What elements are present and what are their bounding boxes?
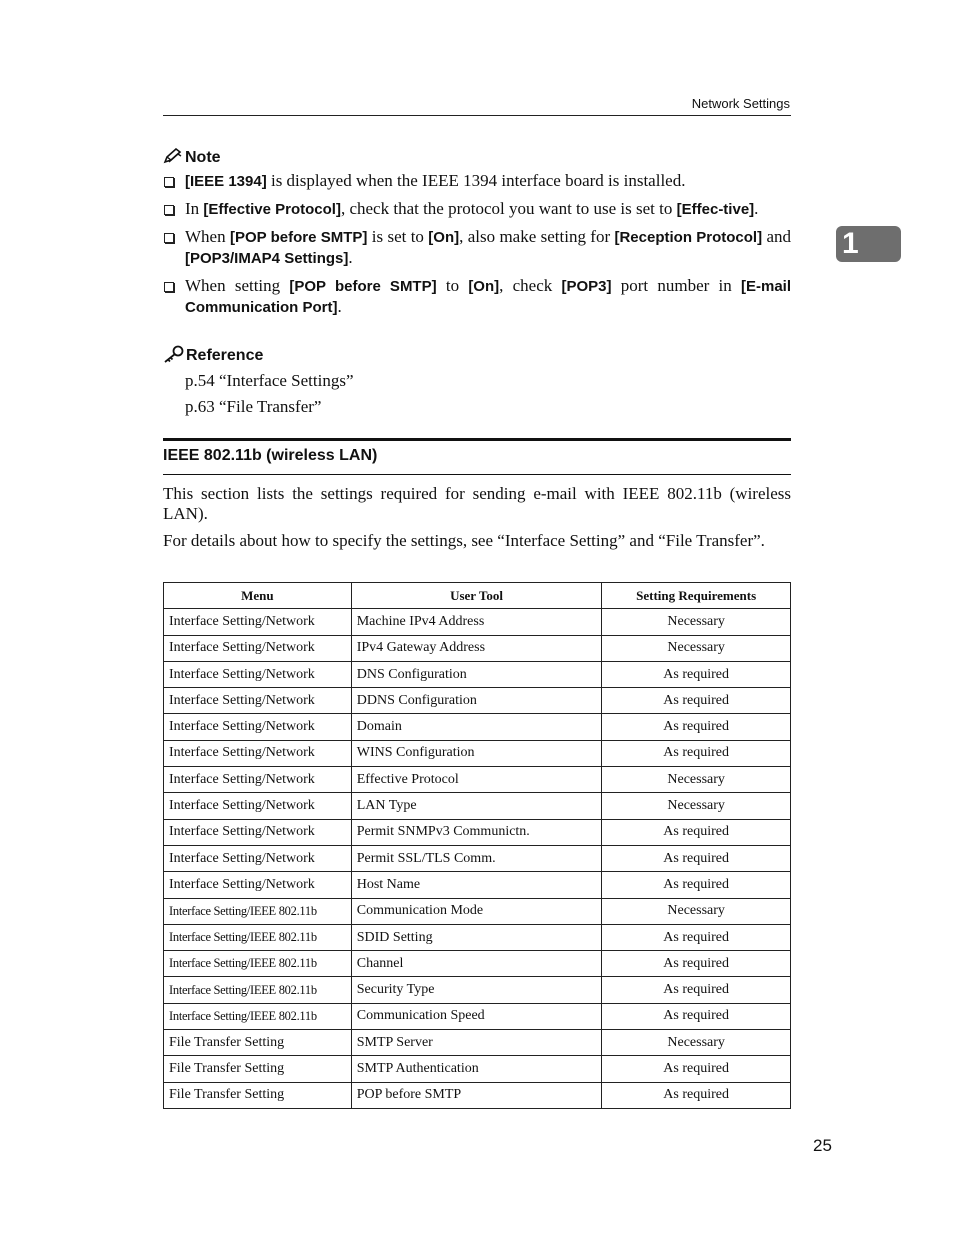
cell-menu: Interface Setting/Network [164, 635, 352, 661]
reference-link[interactable]: p.54 “Interface Settings” [185, 371, 354, 390]
cell-setting-requirement: As required [602, 1056, 791, 1082]
table-row [164, 1082, 791, 1108]
cell-menu: Interface Setting/IEEE 802.11b [164, 977, 352, 1003]
ui-key-label: [IEEE 1394] [185, 173, 267, 190]
cell-menu: Interface Setting/Network [164, 609, 352, 635]
ui-key-label: [POP before SMTP] [289, 278, 437, 295]
cell-menu: Interface Setting/IEEE 802.11b [164, 924, 352, 950]
running-header: Network Settings [691, 96, 790, 111]
table-row [164, 661, 791, 687]
column-header-menu: Menu [164, 583, 352, 609]
table-row [164, 1003, 791, 1029]
ui-key-label: [POP3] [561, 278, 612, 295]
note-text: When setting [185, 276, 290, 295]
cell-menu: Interface Setting/Network [164, 793, 352, 819]
cell-user-tool: SDID Setting [351, 924, 602, 950]
cell-setting-requirement: As required [602, 924, 791, 950]
cell-setting-requirement: As required [602, 1003, 791, 1029]
settings-table [163, 582, 791, 1109]
cell-setting-requirement: As required [602, 845, 791, 871]
section-paragraph: This section lists the settings required for sending e-mail with IEEE 802.11b (wireless LAN). [163, 484, 791, 523]
cell-setting-requirement: Necessary [602, 767, 791, 793]
note-text: . [348, 248, 353, 267]
table-row [164, 845, 791, 871]
cell-user-tool: DDNS Configuration [351, 688, 602, 714]
page-number: 25 [813, 1136, 832, 1155]
cell-menu: Interface Setting/IEEE 802.11b [164, 898, 352, 924]
column-header-user-tool: User Tool [351, 583, 602, 609]
cell-user-tool: Permit SNMPv3 Communictn. [351, 819, 602, 845]
cell-user-tool: Security Type [351, 977, 602, 1003]
note-text: , check [499, 276, 562, 295]
ui-key-label: [Effective Protocol] [203, 201, 341, 218]
cell-setting-requirement: As required [602, 951, 791, 977]
checkbox-bullet-icon [164, 205, 174, 215]
note-text: . [337, 297, 342, 316]
ui-key-label: [Effec-tive] [676, 201, 755, 218]
table-body [164, 609, 791, 1109]
cell-setting-requirement: As required [602, 819, 791, 845]
table-row [164, 951, 791, 977]
ui-key-label: [POP3/IMAP4 Settings] [185, 250, 349, 267]
table-row [164, 898, 791, 924]
section-rule-top [163, 438, 791, 441]
chapter-tab: 1 [836, 226, 901, 262]
note-item [163, 199, 791, 220]
note-text: , also make setting for [459, 227, 615, 246]
section-title: IEEE 802.11b (wireless LAN) [163, 447, 378, 464]
cell-user-tool: POP before SMTP [351, 1082, 602, 1108]
cell-menu: Interface Setting/Network [164, 661, 352, 687]
cell-setting-requirement: As required [602, 661, 791, 687]
reference-heading [163, 345, 263, 365]
note-list [163, 171, 791, 325]
section-paragraph: For details about how to specify the settings, see “Interface Setting” and “File Transfer”. [163, 531, 765, 550]
cell-user-tool: Communication Mode [351, 898, 602, 924]
cell-setting-requirement: As required [602, 714, 791, 740]
ui-key-label: [POP before SMTP] [229, 229, 368, 246]
cell-setting-requirement: As required [602, 872, 791, 898]
cell-setting-requirement: Necessary [602, 635, 791, 661]
note-item [163, 276, 791, 318]
note-heading-label: Note [185, 149, 221, 166]
cell-user-tool: LAN Type [351, 793, 602, 819]
table-row [164, 1056, 791, 1082]
table-row [164, 609, 791, 635]
note-text: , check that the protocol you want to use is set to [340, 199, 677, 218]
note-text: In [185, 199, 204, 218]
table-row [164, 1030, 791, 1056]
cell-user-tool: SMTP Authentication [351, 1056, 602, 1082]
note-item [163, 171, 791, 192]
cell-menu: Interface Setting/Network [164, 767, 352, 793]
cell-setting-requirement: Necessary [602, 1030, 791, 1056]
cell-menu: Interface Setting/Network [164, 688, 352, 714]
checkbox-bullet-icon [164, 282, 174, 292]
reference-link[interactable]: p.63 “File Transfer” [185, 397, 322, 416]
cell-setting-requirement: As required [602, 1082, 791, 1108]
table-row [164, 793, 791, 819]
note-text: is displayed when the IEEE 1394 interface board is installed. [266, 171, 686, 190]
table-row [164, 688, 791, 714]
note-text: is set to [367, 227, 429, 246]
note-text: port number in [611, 276, 741, 295]
cell-menu: File Transfer Setting [164, 1082, 352, 1108]
cell-setting-requirement: As required [602, 688, 791, 714]
cell-user-tool: Domain [351, 714, 602, 740]
cell-setting-requirement: Necessary [602, 609, 791, 635]
cell-setting-requirement: Necessary [602, 793, 791, 819]
cell-user-tool: Communication Speed [351, 1003, 602, 1029]
table-row [164, 977, 791, 1003]
header-rule [163, 115, 791, 116]
cell-user-tool: DNS Configuration [351, 661, 602, 687]
note-heading [163, 148, 221, 167]
cell-menu: Interface Setting/Network [164, 872, 352, 898]
key-icon [163, 347, 186, 364]
table-row [164, 819, 791, 845]
section-rule-bottom [163, 474, 791, 475]
note-text: and [762, 227, 791, 246]
ui-key-label: [On] [468, 278, 500, 295]
cell-menu: Interface Setting/Network [164, 714, 352, 740]
cell-menu: Interface Setting/Network [164, 845, 352, 871]
ui-key-label: [On] [428, 229, 460, 246]
cell-user-tool: Effective Protocol [351, 767, 602, 793]
table-row [164, 714, 791, 740]
cell-user-tool: Host Name [351, 872, 602, 898]
ui-key-label: [E-mail Communication Port] [185, 278, 792, 316]
reference-heading-label: Reference [186, 347, 264, 364]
cell-user-tool: WINS Configuration [351, 740, 602, 766]
cell-setting-requirement: As required [602, 740, 791, 766]
table-row [164, 767, 791, 793]
cell-user-tool: SMTP Server [351, 1030, 602, 1056]
ui-key-label: [Reception Protocol] [614, 229, 763, 246]
note-text: . [754, 199, 759, 218]
cell-menu: Interface Setting/Network [164, 819, 352, 845]
checkbox-bullet-icon [164, 177, 174, 187]
column-header-setting-requirements: Setting Requirements [602, 583, 791, 609]
cell-user-tool: Permit SSL/TLS Comm. [351, 845, 602, 871]
table-row [164, 635, 791, 661]
cell-menu: Interface Setting/IEEE 802.11b [164, 1003, 352, 1029]
note-item [163, 227, 791, 269]
cell-menu: File Transfer Setting [164, 1030, 352, 1056]
cell-user-tool: Channel [351, 951, 602, 977]
table-row [164, 872, 791, 898]
table-header-row [164, 583, 791, 609]
table-row [164, 924, 791, 950]
cell-setting-requirement: Necessary [602, 898, 791, 924]
table-row [164, 740, 791, 766]
note-text: When [185, 227, 230, 246]
cell-user-tool: IPv4 Gateway Address [351, 635, 602, 661]
cell-menu: File Transfer Setting [164, 1056, 352, 1082]
cell-menu: Interface Setting/IEEE 802.11b [164, 951, 352, 977]
cell-menu: Interface Setting/Network [164, 740, 352, 766]
cell-setting-requirement: As required [602, 977, 791, 1003]
pencil-icon [163, 149, 185, 166]
checkbox-bullet-icon [164, 233, 174, 243]
cell-user-tool: Machine IPv4 Address [351, 609, 602, 635]
note-text: to [436, 276, 469, 295]
